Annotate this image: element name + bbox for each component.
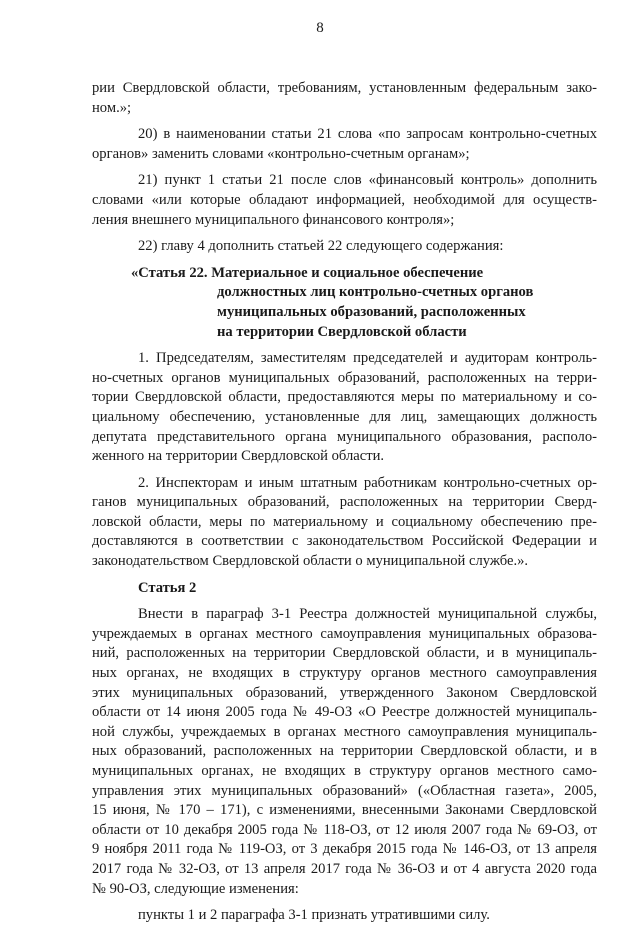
text-line: ления внешнего муниципального финансового контроля»; bbox=[92, 211, 455, 228]
document-body bbox=[92, 79, 597, 926]
item-21 bbox=[92, 171, 597, 230]
text-line: учреждаемых в органах местного самоуправления муниципальных образова- bbox=[92, 625, 597, 642]
article-2-final bbox=[92, 906, 597, 926]
text-line: 20) в наименовании статьи 21 слова «по запросам контрольно-счетных bbox=[138, 126, 597, 143]
text-line: органов» заменить словами «контрольно-счетным органам»; bbox=[92, 145, 470, 162]
item-22 bbox=[92, 237, 597, 257]
text-line: Внести в параграф 3-1 Реестра должностей муниципальной службы, bbox=[138, 606, 597, 623]
text-line: 21) пункт 1 статьи 21 после слов «финансовый контроль» дополнить bbox=[138, 172, 597, 189]
text-line: № 90-ОЗ, следующие изменения: bbox=[92, 880, 299, 897]
article-2-heading bbox=[92, 579, 597, 599]
text-line: законодательством Свердловской области о муниципальной службе.». bbox=[92, 553, 529, 570]
text-line: ловской области, меры по материальному и социальному обеспечению пре- bbox=[92, 513, 597, 530]
heading-line: «Статья 22. Материальное и социальное обеспечение bbox=[131, 264, 484, 281]
text-line: ганов муниципальных образований, расположенных на территории Сверд- bbox=[92, 494, 597, 511]
text-line: муниципальных органах, не входящих в структуру органов местного само- bbox=[92, 763, 597, 779]
text-line: ний, расположенных на территории Свердловской области, и в муниципаль- bbox=[92, 645, 597, 662]
heading-line: Статья 2 bbox=[138, 579, 197, 596]
text-line: циальному обеспечению, установленные для лиц, замещающих должность bbox=[92, 408, 597, 425]
text-line: 1. Председателям, заместителям председателей и аудиторам контроль- bbox=[138, 350, 597, 367]
item-19-tail bbox=[92, 79, 597, 118]
text-line: ной службы, учреждаемых в органах местного самоуправления муниципаль- bbox=[92, 723, 597, 740]
text-line: доставляются в соответствии с законодательством Российской Федерации и bbox=[92, 533, 597, 550]
text-line: словами «или которые обладают информацией, необходимой для осуществ- bbox=[92, 191, 597, 208]
article-22-heading bbox=[92, 264, 597, 342]
text-line: 22) главу 4 дополнить статьей 22 следующего содержания: bbox=[138, 238, 504, 255]
heading-line: на территории Свердловской области bbox=[217, 323, 467, 340]
text-line: области от 14 июня 2005 года № 49-ОЗ «О Реестре должностей муниципаль- bbox=[92, 704, 597, 721]
text-line: этих муниципальных образований, утвержденного Законом Свердловской bbox=[92, 684, 597, 701]
text-line: 2017 года № 32-ОЗ, от 13 апреля 2017 года № 36-ОЗ и от 4 августа 2020 года bbox=[92, 860, 597, 877]
text-line: но-счетных органов муниципальных образований, расположенных на терри- bbox=[92, 369, 597, 386]
text-line: пункты 1 и 2 параграфа 3-1 признать утратившими силу. bbox=[138, 907, 490, 924]
text-line: ных органах, не входящих в структуру органов местного самоуправления bbox=[92, 665, 597, 682]
text-line: 2. Инспекторам и иным штатным работникам контрольно-счетных ор- bbox=[138, 474, 597, 491]
text-line: тории Свердловской области, предоставляются меры по материальному и со- bbox=[92, 389, 597, 406]
text-line: депутата представительного органа муниципального образования, располо- bbox=[92, 428, 597, 445]
article-22-paragraph-2 bbox=[92, 474, 597, 572]
item-20 bbox=[92, 125, 597, 164]
heading-line: муниципальных образований, расположенных bbox=[217, 303, 526, 320]
text-line: 9 ноября 2011 года № 119-ОЗ, от 3 декабря 2015 года № 146-ОЗ, от 13 апреля bbox=[92, 841, 597, 858]
article-2-paragraph bbox=[92, 605, 597, 899]
text-line: рии Свердловской области, требованиям, установленным федеральным зако- bbox=[92, 80, 597, 96]
text-line: области от 10 декабря 2005 года № 118-ОЗ, от 12 июля 2007 года № 69-ОЗ, от bbox=[92, 821, 597, 838]
text-line: ных образований, расположенных на территории Свердловской области, и в bbox=[92, 743, 597, 760]
page-number: 8 bbox=[316, 20, 324, 36]
text-line: ном.»; bbox=[92, 99, 132, 116]
text-line: 15 июня, № 170 – 171), с изменениями, внесенными Законами Свердловской bbox=[92, 802, 597, 819]
article-22-paragraph-1 bbox=[92, 349, 597, 467]
heading-line: должностных лиц контрольно-счетных органов bbox=[217, 284, 534, 301]
text-line: женного на территории Свердловской области. bbox=[92, 448, 385, 465]
text-line: управления этих муниципальных образований» («Областная газета», 2005, bbox=[92, 782, 597, 799]
